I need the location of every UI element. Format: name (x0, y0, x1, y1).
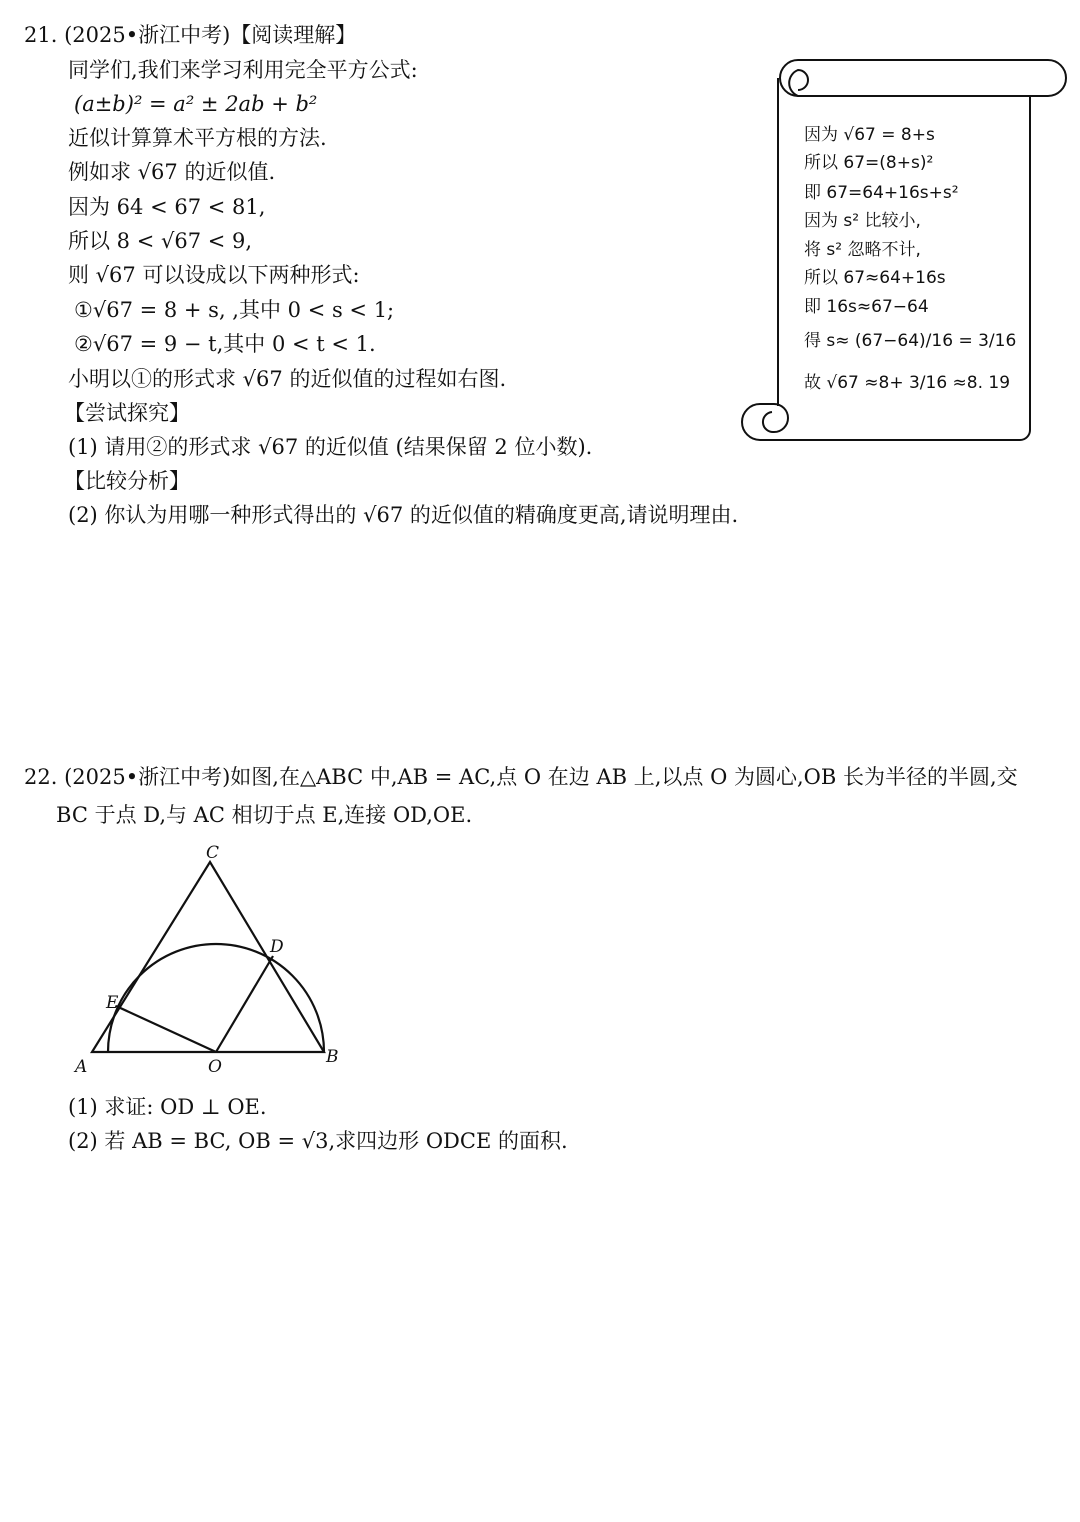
scroll-line-5: 将 s² 忽略不计, (804, 240, 921, 260)
q21-line-4: 例如求 √67 的近似值. (68, 160, 276, 184)
q21-part-1: (1) 请用②的形式求 √67 的近似值 (结果保留 2 位小数). (68, 435, 593, 459)
q21-line-5: 因为 64 < 67 < 81, (68, 195, 266, 219)
q21-line-6: 所以 8 < √67 < 9, (68, 229, 253, 253)
scroll-line-4: 因为 s² 比较小, (804, 211, 921, 231)
scroll-line-1: 因为 √67 = 8+s (804, 125, 935, 145)
segment-oe (116, 1006, 216, 1052)
label-b: B (326, 1047, 339, 1067)
scroll-line-9: 故 √67 ≈8+ 3/16 ≈8. 19 (804, 373, 1011, 393)
q22-line-2: BC 于点 D,与 AC 相切于点 E,连接 OD,OE. (56, 803, 473, 827)
label-a: A (75, 1057, 88, 1077)
q22-part-1: (1) 求证: OD ⊥ OE. (68, 1095, 267, 1119)
q21-line-10: 小明以①的形式求 √67 的近似值的过程如右图. (68, 367, 507, 391)
q21-header: 21. (2025•浙江中考)【阅读理解】 (24, 23, 357, 47)
q22-part-2: (2) 若 AB = BC, OB = √3,求四边形 ODCE 的面积. (68, 1129, 568, 1153)
triangle-abc (92, 862, 324, 1052)
q21-part-2: (2) 你认为用哪一种形式得出的 √67 的近似值的精确度更高,请说明理由. (68, 503, 739, 527)
q21-line-1: 同学们,我们来学习利用完全平方公式: (68, 58, 418, 82)
scroll-line-7: 即 16s≈67−64 (804, 297, 929, 317)
label-c: C (206, 843, 220, 863)
q21-section-try: 【尝试探究】 (64, 401, 190, 425)
q21-section-compare: 【比较分析】 (64, 469, 190, 493)
q21-line-3: 近似计算算术平方根的方法. (68, 126, 327, 150)
label-e: E (106, 993, 119, 1013)
geometry-figure (70, 840, 360, 1080)
label-o: O (208, 1057, 222, 1077)
segment-od (216, 956, 273, 1052)
q21-formula: (a±b)² = a² ± 2ab + b² (74, 92, 318, 116)
q22-header: 22. (2025•浙江中考)如图,在△ABC 中,AB = AC,点 O 在边 AB 上,以点 O 为圆心,OB 长为半径的半圆,交 (24, 765, 1018, 789)
label-d: D (270, 937, 284, 957)
q21-form-2: ②√67 = 9 − t,其中 0 < t < 1. (74, 332, 376, 356)
scroll-line-3: 即 67=64+16s+s² (804, 183, 959, 203)
scroll-line-8: 得 s≈ (67−64)/16 = 3/16 (804, 331, 1017, 351)
q21-form-1: ①√67 = 8 + s, ,其中 0 < s < 1; (74, 298, 395, 322)
q21-line-7: 则 √67 可以设成以下两种形式: (68, 263, 360, 287)
scroll-line-2: 所以 67=(8+s)² (804, 153, 934, 173)
scroll-line-6: 所以 67≈64+16s (804, 268, 946, 288)
